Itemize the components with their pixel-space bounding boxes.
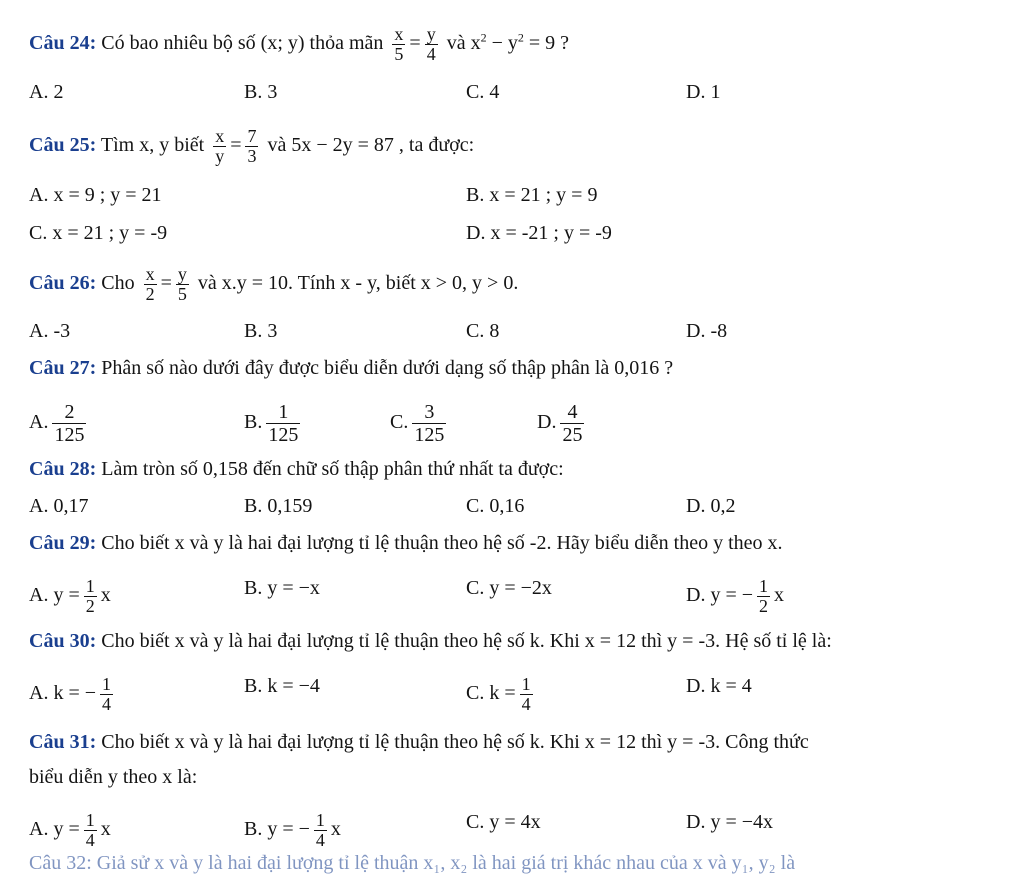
option-b: B. 0,159 <box>244 495 313 517</box>
fraction: $\frac{1}{4}$ <box>85 810 95 850</box>
question-text: Cho biết x và y là hai đại lượng tỉ lệ thuận theo hệ số k. Khi x = 12 thì y = -3. Công thức <box>101 731 809 753</box>
question-label: Câu 27: <box>29 357 97 379</box>
question-32-partial: Câu 32: Giả sử x và y là hai đại lượng tỉ lệ thuận x₁, x₂ là hai giá trị khác nhau của x và y₁, y₂ là <box>29 852 796 874</box>
option-c: C. y = 4x <box>466 811 541 833</box>
question-text: Tìm x, y biết <box>100 134 205 157</box>
question-text: Cho biết x và y là hai đại lượng tỉ lệ thuận theo hệ số -2. Hãy biểu diễn theo y theo x. <box>101 532 783 554</box>
option-b: B. 3 <box>244 320 278 342</box>
question-text: Cho <box>101 272 135 295</box>
question-text: Phân số nào dưới đây được biểu diễn dưới dạng số thập phân là 0,016 ? <box>101 357 674 379</box>
option-b: B. x = 21 ; y = 9 <box>466 184 598 206</box>
option-d: D. $\frac{4}{25}$ <box>537 401 583 446</box>
question-label: Câu 25: <box>29 134 97 157</box>
option-c: C. $\frac{3}{125}$ <box>390 401 445 446</box>
option-d: D. k = 4 <box>686 675 752 697</box>
question-text: Làm tròn số 0,158 đến chữ số thập phân thứ nhất ta được: <box>101 458 564 480</box>
question-text-continued: biểu diễn y theo x là: <box>29 766 198 788</box>
option-b: B. $\frac{1}{125}$ <box>244 401 299 446</box>
option-c: C. y = −2x <box>466 577 552 599</box>
question-label: Câu 26: <box>29 272 97 295</box>
fraction: $\frac{1}{125}$ <box>268 401 299 446</box>
question-label: Câu 29: <box>29 532 97 554</box>
fraction: $\frac{y}{4}$ <box>426 24 436 64</box>
option-a: A. -3 <box>29 320 71 342</box>
fraction: $\frac{1}{2}$ <box>85 576 95 616</box>
question-label: Câu 30: <box>29 630 97 652</box>
option-c: C. 4 <box>466 81 500 103</box>
option-a: A. y = $\frac{1}{2}$ x <box>29 576 111 616</box>
option-d: D. -8 <box>686 320 728 342</box>
option-d: D. 0,2 <box>686 495 736 517</box>
fraction: $\frac{1}{2}$ <box>759 576 769 616</box>
option-a: A. 2 <box>29 81 64 103</box>
option-a: A. 0,17 <box>29 495 89 517</box>
fraction: $\frac{4}{25}$ <box>562 401 583 446</box>
option-a: A. y = $\frac{1}{4}$ x <box>29 810 111 850</box>
option-c: C. k = $\frac{1}{4}$ <box>466 674 531 714</box>
fraction: $\frac{7}{3}$ <box>247 126 257 166</box>
question-label: Câu 28: <box>29 458 97 480</box>
option-b: B. k = −4 <box>244 675 320 697</box>
question-text: Cho biết x và y là hai đại lượng tỉ lệ thuận theo hệ số k. Khi x = 12 thì y = -3. Hệ số tỉ lệ là: <box>101 630 832 652</box>
option-a: A. x = 9 ; y = 21 <box>29 184 162 206</box>
fraction: $\frac{1}{4}$ <box>521 674 531 714</box>
question-text: Có bao nhiêu bộ số (x; y) thỏa mãn <box>101 32 384 55</box>
option-c: C. 8 <box>466 320 500 342</box>
fraction: $\frac{1}{4}$ <box>315 810 325 850</box>
option-d: D. x = -21 ; y = -9 <box>466 222 612 244</box>
fraction: $\frac{3}{125}$ <box>414 401 445 446</box>
option-b: B. y = −x <box>244 577 320 599</box>
option-c: C. 0,16 <box>466 495 525 517</box>
option-b: B. 3 <box>244 81 278 103</box>
option-c: C. x = 21 ; y = -9 <box>29 222 168 244</box>
fraction: $\frac{2}{125}$ <box>54 401 85 446</box>
question-label: Câu 24: <box>29 32 97 55</box>
question-label: Câu 31: <box>29 731 97 753</box>
option-a: A. $\frac{2}{125}$ <box>29 401 85 446</box>
option-d: D. 1 <box>686 81 721 103</box>
fraction: $\frac{x}{y}$ <box>215 126 225 166</box>
fraction: $\frac{y}{5}$ <box>177 264 187 304</box>
option-b: B. y = − $\frac{1}{4}$ x <box>244 810 341 850</box>
option-d: D. y = −4x <box>686 811 774 833</box>
fraction: $\frac{1}{4}$ <box>102 674 112 714</box>
option-d: D. y = − $\frac{1}{2}$ x <box>686 576 785 616</box>
fraction: $\frac{x}{5}$ <box>394 24 404 64</box>
fraction: $\frac{x}{2}$ <box>145 264 155 304</box>
option-a: A. k = − $\frac{1}{4}$ <box>29 674 112 714</box>
